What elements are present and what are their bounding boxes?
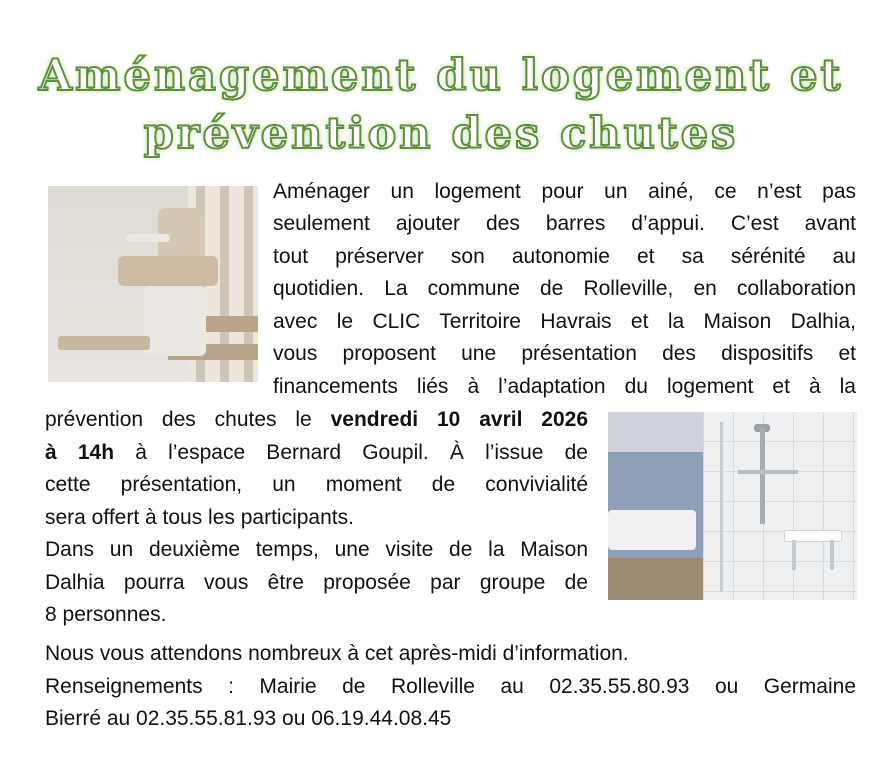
contact-line: Renseignements : Mairie de Rolleville au 02.35.55.80.93 ou Germaine	[45, 675, 856, 698]
event-line-3: cette présentation, un moment de convivialité	[45, 473, 588, 496]
intro-line: seulement ajouter des barres d’appui. C’est avant	[273, 212, 856, 235]
contact-line-2: Bierré au 02.35.55.81.93 ou 06.19.44.08.45	[45, 707, 452, 730]
intro-line: Aménager un logement pour un ainé, ce n’est pas	[273, 180, 856, 203]
stairlift-image	[48, 186, 258, 382]
intro-line: vous proposent une présentation des dispositifs et	[273, 342, 856, 365]
intro-line: tout préserver son autonomie et sa sérénité au	[273, 245, 856, 268]
event-line-2: à 14h à l’espace Bernard Goupil. À l’issue de	[45, 441, 588, 464]
event-date: vendredi 10 avril 2026	[330, 408, 589, 431]
event-line-7: 8 personnes.	[45, 603, 167, 626]
intro-line: avec le CLIC Territoire Havrais et la Maison Dalhia,	[273, 310, 856, 333]
event-line-4: sera offert à tous les participants.	[45, 506, 354, 529]
event-line-1: prévention des chutes le vendredi 10 avril 2026	[45, 408, 589, 431]
page-title-line-2: prévention des chutes	[143, 109, 739, 159]
closing-line-1: Nous vous attendons nombreux à cet après-midi d’information.	[45, 642, 629, 665]
event-line-5: Dans un deuxième temps, une visite de la Maison	[45, 538, 588, 561]
intro-line: financements liés à l’adaptation du logement et à la	[273, 375, 856, 398]
intro-line: quotidien. La commune de Rolleville, en collaboration	[273, 277, 856, 300]
event-line-6: Dalhia pourra vous être proposée par groupe de	[45, 571, 588, 594]
page-title-line-1: Aménagement du logement et	[38, 51, 844, 101]
bathroom-image	[608, 412, 857, 600]
event-time: à 14h	[45, 441, 115, 464]
